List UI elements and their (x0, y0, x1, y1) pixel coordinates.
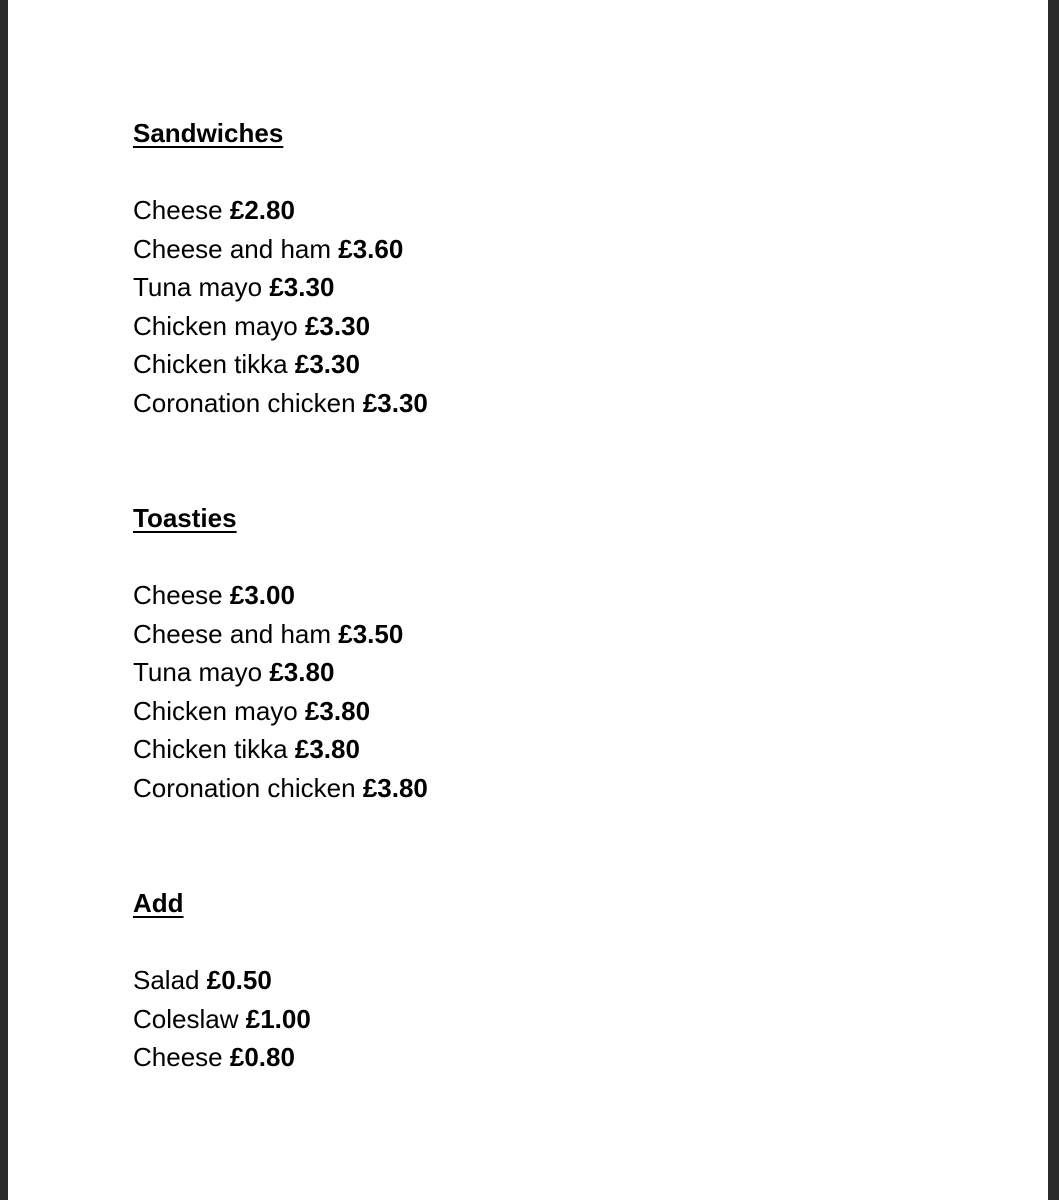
menu-item (133, 1038, 311, 1077)
menu-item (133, 576, 428, 615)
item-price: £3.30 (269, 272, 335, 303)
section-heading: Sandwiches (133, 118, 284, 148)
menu-item (133, 345, 428, 384)
item-name: Cheese (133, 1042, 223, 1073)
item-price: £0.50 (206, 965, 272, 995)
section-add (133, 884, 311, 1077)
item-price: £3.00 (229, 580, 295, 610)
item-price: £1.00 (245, 1003, 311, 1034)
item-price: £3.50 (338, 618, 404, 649)
menu-item (133, 191, 428, 230)
item-name: Chicken mayo (133, 310, 298, 341)
menu-item (133, 769, 428, 808)
menu-item (133, 268, 428, 307)
item-price: £3.30 (294, 349, 360, 380)
menu-item (133, 307, 428, 346)
menu-item (133, 961, 311, 1000)
item-name: Cheese and ham (133, 618, 332, 649)
menu-item (133, 384, 428, 423)
item-name: Chicken tikka (133, 734, 288, 765)
item-name: Coronation chicken (133, 772, 356, 803)
menu-item (133, 692, 428, 731)
menu-item (133, 730, 428, 769)
item-name: Chicken tikka (133, 349, 288, 380)
menu-item (133, 1000, 311, 1039)
item-name: Tuna mayo (133, 272, 263, 303)
item-name: Tuna mayo (133, 657, 263, 688)
section-sandwiches (133, 114, 428, 423)
menu-item (133, 230, 428, 269)
item-price: £3.80 (362, 772, 428, 803)
item-name: Cheese (133, 580, 223, 610)
menu-item (133, 615, 428, 654)
item-name: Cheese and ham (133, 233, 332, 264)
item-price: £3.80 (269, 657, 335, 688)
item-name: Coronation chicken (133, 387, 356, 418)
section-toasties (133, 499, 428, 808)
item-price: £3.30 (304, 310, 371, 341)
item-price: £2.80 (229, 195, 295, 225)
item-name: Chicken mayo (133, 695, 298, 726)
item-price: £3.30 (362, 387, 428, 418)
item-name: Coleslaw (133, 1003, 239, 1034)
viewer-left-edge (0, 0, 8, 1200)
item-price: £3.80 (294, 734, 360, 765)
section-heading: Add (133, 888, 184, 918)
section-heading: Toasties (133, 503, 237, 533)
viewer-right-edge (1048, 0, 1059, 1200)
item-price: £3.60 (338, 233, 404, 264)
item-name: Salad (133, 965, 200, 995)
document-page (8, 0, 1048, 1200)
menu-item (133, 653, 428, 692)
item-price: £0.80 (229, 1042, 295, 1073)
item-price: £3.80 (304, 695, 371, 726)
item-name: Cheese (133, 195, 223, 225)
